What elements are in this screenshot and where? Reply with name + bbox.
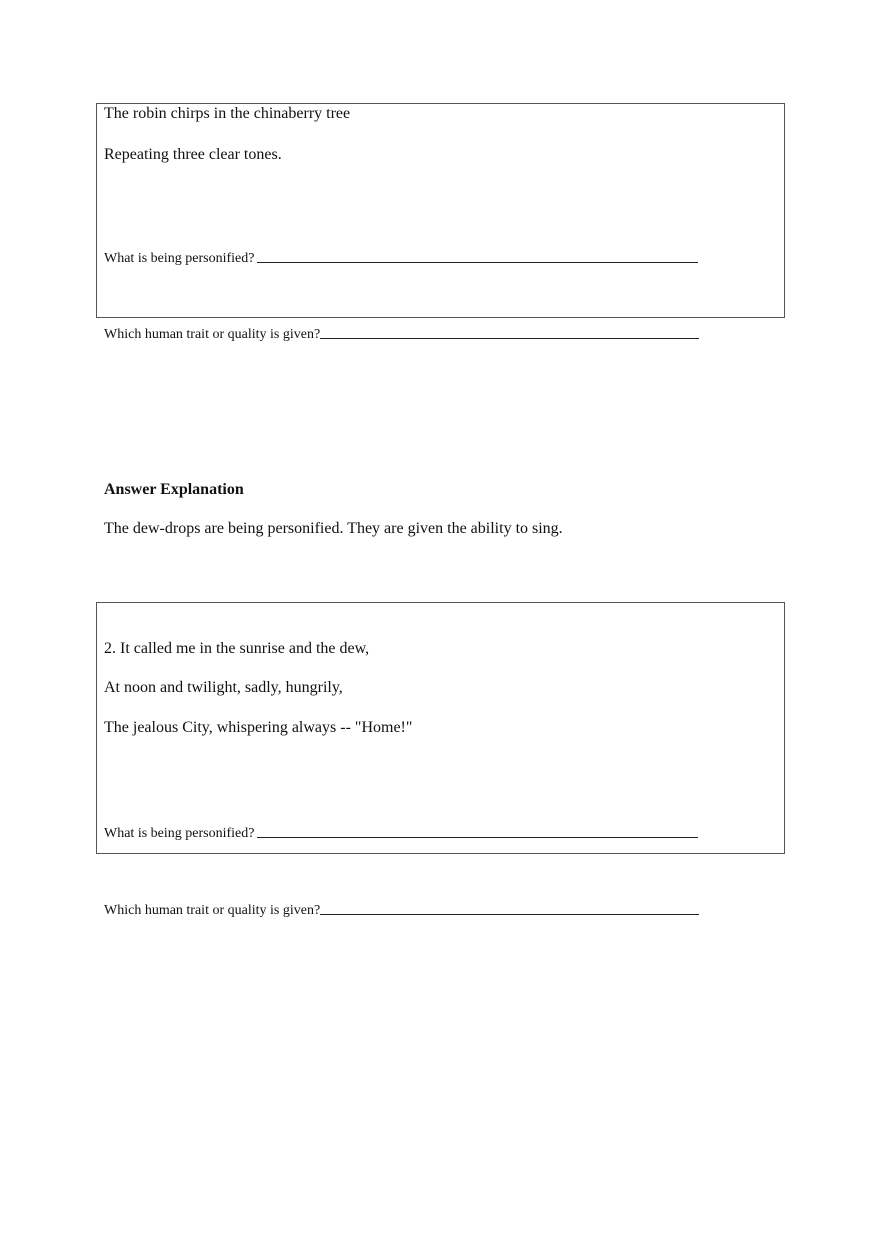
answer-heading: Answer Explanation	[104, 481, 244, 498]
q2-personified-question	[104, 826, 698, 842]
q1-trait-question	[104, 327, 699, 343]
q1-personified-question	[104, 251, 698, 267]
q1-personified-answer-line[interactable]	[257, 261, 698, 263]
question-1-box	[96, 103, 785, 318]
q2-trait-label: Which human trait or quality is given?	[104, 903, 321, 918]
q1-personified-label: What is being personified?	[104, 251, 255, 266]
q1-line-2: Repeating three clear tones.	[104, 146, 282, 163]
q2-trait-question	[104, 903, 699, 919]
q1-line-1: The robin chirps in the chinaberry tree	[104, 105, 351, 122]
answer-text: The dew-drops are being personified. They are given the ability to sing.	[104, 520, 563, 537]
q1-trait-label: Which human trait or quality is given?	[104, 327, 321, 342]
q2-line-1: 2. It called me in the sunrise and the dew,	[104, 640, 370, 657]
q2-line-2: At noon and twilight, sadly, hungrily,	[104, 679, 343, 696]
q2-personified-answer-line[interactable]	[257, 836, 698, 838]
q2-personified-label: What is being personified?	[104, 826, 255, 841]
q2-line-3: The jealous City, whispering always -- "Home!"	[104, 719, 413, 736]
q2-trait-answer-line[interactable]	[320, 913, 699, 915]
q1-trait-answer-line[interactable]	[320, 337, 699, 339]
